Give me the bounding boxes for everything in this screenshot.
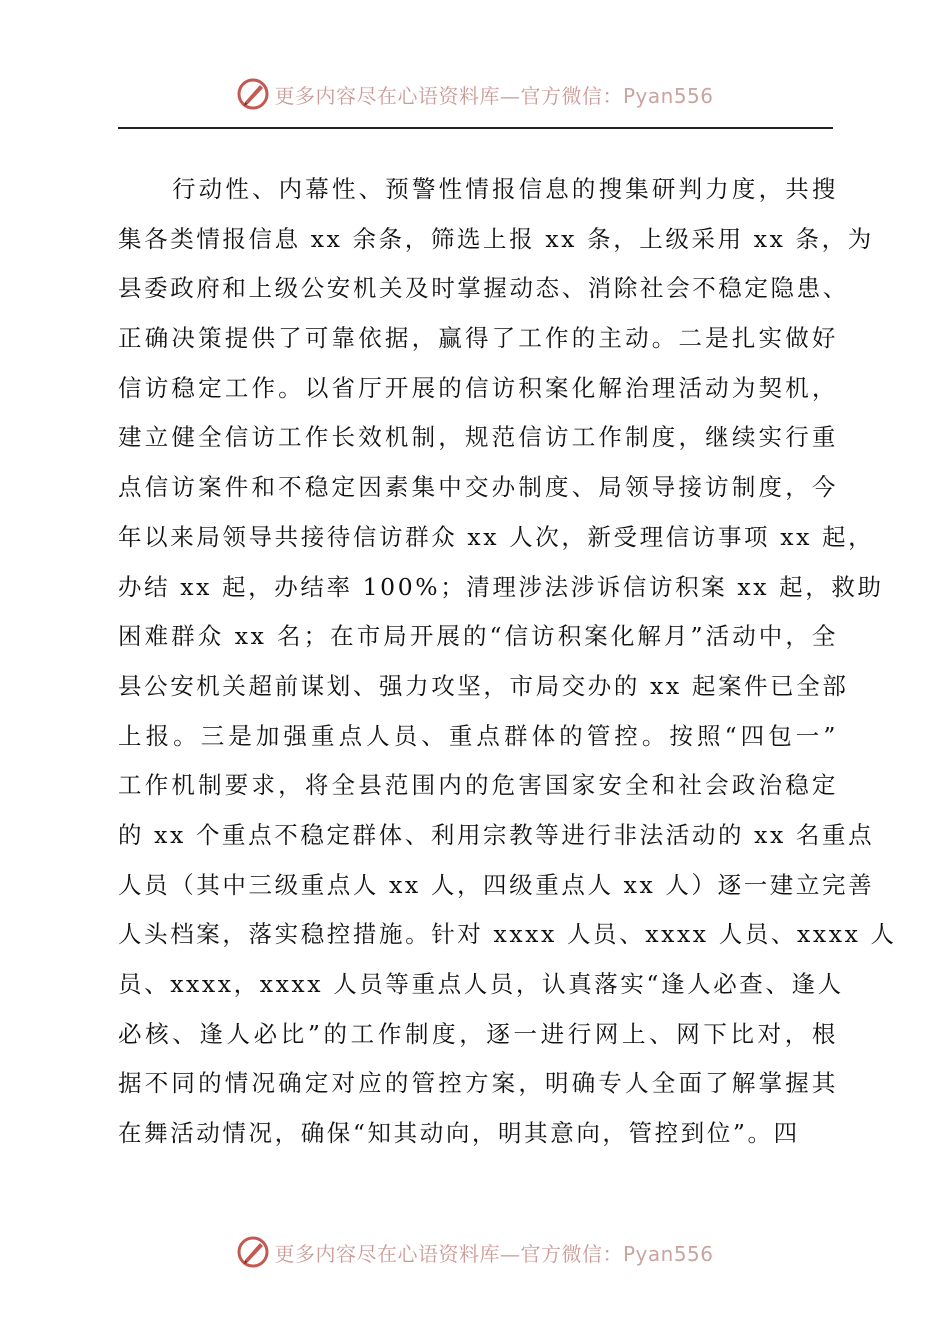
text-line: 人头档案，落实稳控措施。针对 xxxx 人员、xxxx 人员、xxxx 人 (118, 920, 897, 949)
text-line: 工作机制要求，将全县范围内的危害国家安全和社会政治稳定 (118, 771, 838, 800)
header-divider (118, 127, 833, 129)
text-line: 据不同的情况确定对应的管控方案，明确专人全面了解掌握其 (118, 1069, 838, 1098)
header-watermark (0, 72, 950, 116)
watermark-text: 更多内容尽在心语资料库—官方微信： (274, 1241, 623, 1266)
text-line: 信访稳定工作。以省厅开展的信访积案化解治理活动为契机， (118, 373, 838, 402)
footer-watermark (0, 1230, 950, 1274)
watermark-text: 更多内容尽在心语资料库—官方微信： (274, 83, 623, 108)
document-body (118, 165, 897, 1159)
pen-circle-logo-icon (236, 77, 270, 111)
text-line: 在舞活动情况，确保“知其动向，明其意向，管控到位”。四 (118, 1119, 800, 1148)
text-line: 建立健全信访工作长效机制，规范信访工作制度，继续实行重 (118, 423, 838, 452)
text-line: 人员（其中三级重点人 xx 人，四级重点人 xx 人）逐一建立完善 (118, 870, 875, 899)
watermark-wechat-id: Pyan556 (622, 1241, 714, 1266)
text-line: 集各类情报信息 xx 余条，筛选上报 xx 条，上级采用 xx 条，为 (118, 224, 874, 253)
text-line: 上报。三是加强重点人员、重点群体的管控。按照“四包一” (118, 721, 838, 750)
text-line: 办结 xx 起，办结率 100%；清理涉法涉诉信访积案 xx 起，救助 (118, 572, 884, 601)
text-line: 的 xx 个重点不稳定群体、利用宗教等进行非法活动的 xx 名重点 (118, 820, 875, 849)
text-line: 必核、逢人必比”的工作制度，逐一进行网上、网下比对，根 (118, 1019, 838, 1048)
text-line: 点信访案件和不稳定因素集中交办制度、局领导接访制度，今 (118, 473, 838, 502)
text-line: 员、xxxx，xxxx 人员等重点人员，认真落实“逢人必查、逢人 (118, 970, 844, 998)
text-line: 困难群众 xx 名；在市局开展的“信访积案化解月”活动中，全 (118, 622, 838, 651)
text-line: 正确决策提供了可靠依据，赢得了工作的主动。二是扎实做好 (118, 324, 838, 353)
watermark-wechat-id: Pyan556 (622, 83, 714, 108)
pen-circle-logo-icon (236, 1235, 270, 1269)
text-line: 年以来局领导共接待信访群众 xx 人次，新受理信访事项 xx 起， (118, 522, 875, 551)
text-line: 县委政府和上级公安机关及时掌握动态、消除社会不稳定隐患、 (118, 274, 849, 303)
text-line: 县公安机关超前谋划、强力攻坚，市局交办的 xx 起案件已全部 (118, 671, 849, 700)
text-line: 行动性、内幕性、预警性情报信息的搜集研判力度，共搜 (172, 175, 838, 203)
